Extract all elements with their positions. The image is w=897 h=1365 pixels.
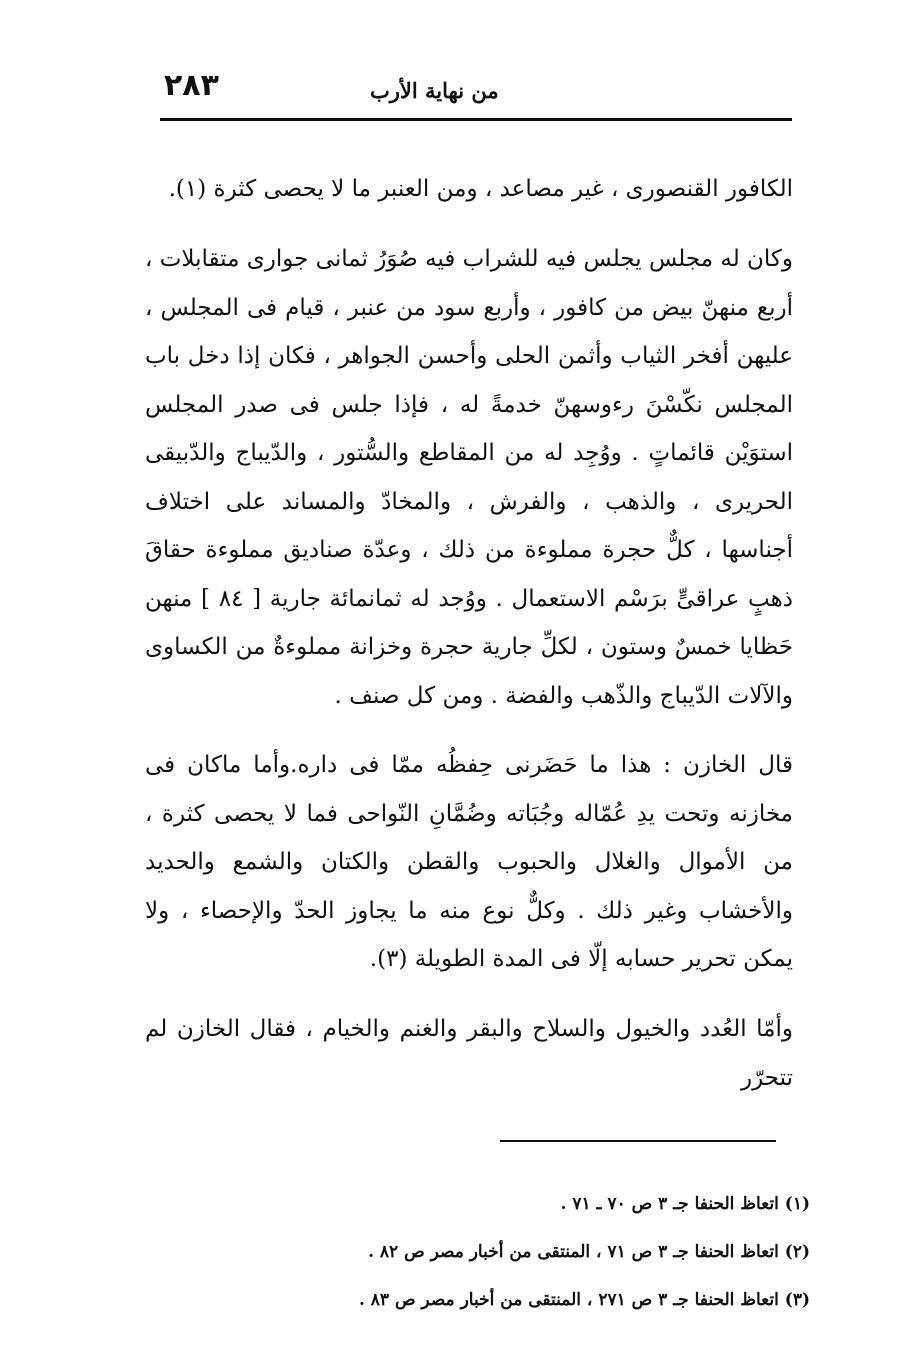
footnote-2: (٢) اتعاظ الحنفا جـ ٣ ص ٧١ ، المنتقى من أخبار مصر ص ٨٢ . [368, 1242, 810, 1262]
page-header [160, 68, 792, 121]
page-number: ٢٨٣ [164, 68, 219, 103]
paragraph-3: قال الخازن : هذا ما حَضَرنى حِفظُه ممّا فى داره.وأما ماكان فى مخازنه وتحت يدِ عُمّاله وجُبَاته وضُمَّانِ النّواحى فما لا يحصى كثرة ، من الأموال والغلال والحبوب والقطن والكتان والشمع والحديد والأخشاب وغير ذلك . وكلٌّ نوع منه ما يجاوز الحدّ والإحصاء ، ولا يمكن تحرير حسابه إلّا فى المدة الطويلة (٣). [145, 752, 793, 972]
paragraph-1: الكافور القنصورى ، غير مصاعد ، ومن العنبر ما لا يحصى كثرة (١). [168, 176, 793, 202]
footnote-1: (١) اتعاظ الحنفا جـ ٣ ص ٧٠ ـ ٧١ . [560, 1194, 810, 1214]
footnote-3: (٣) اتعاظ الحنفا جـ ٣ ص ٢٧١ ، المنتقى من أخبار مصر ص ٨٣ . [358, 1290, 810, 1310]
paragraph-2: وكان له مجلس يجلس فيه للشراب فيه صُوَرُ ثمانى جوارى متقابلات ، أربع منهنّ بيض من كافور ، وأربع سود من عنبر ، قيام فى المجلس ، عليهن أفخر الثياب وأثمن الحلى وأحسن الجواهر ، فكان إذا دخل باب المجلس نكّسْنَ رءوسهنّ خدمةً له ، فإذا جلس فى صدر المجلس استوَيْن قائماتٍ . ووُجِد له من المقاطع والسُّتور ، والدّيباج والدّبيقى الحريرى ، والذهب ، والفرش ، والمخادّ والمساند على اختلاف أجناسها ، كلٌّ حجرة مملوءة من ذلك ، وعدّة صناديق مملوءة حقاقَ ذهبٍ عراقىٍّ برَسْم الاستعمال . ووُجد له ثمانمائة جارية [ ٨٤ ] منهن حَظايا خمسٌ وستون ، لكلِّ جارية حجرة وخزانة مملوءةٌ من الكساوى والآلات الدّيباج والذّهب والفضة . ومن كل صنف . [145, 246, 794, 709]
footnotes [300, 1180, 810, 1324]
footnote-divider [500, 1140, 776, 1142]
paragraph-4: وأمّا العُدد والخيول والسلاح والبقر والغنم والخيام ، فقال الخازن لم تتحرّر [145, 1016, 793, 1091]
running-title: من نهاية الأرب [370, 78, 499, 103]
